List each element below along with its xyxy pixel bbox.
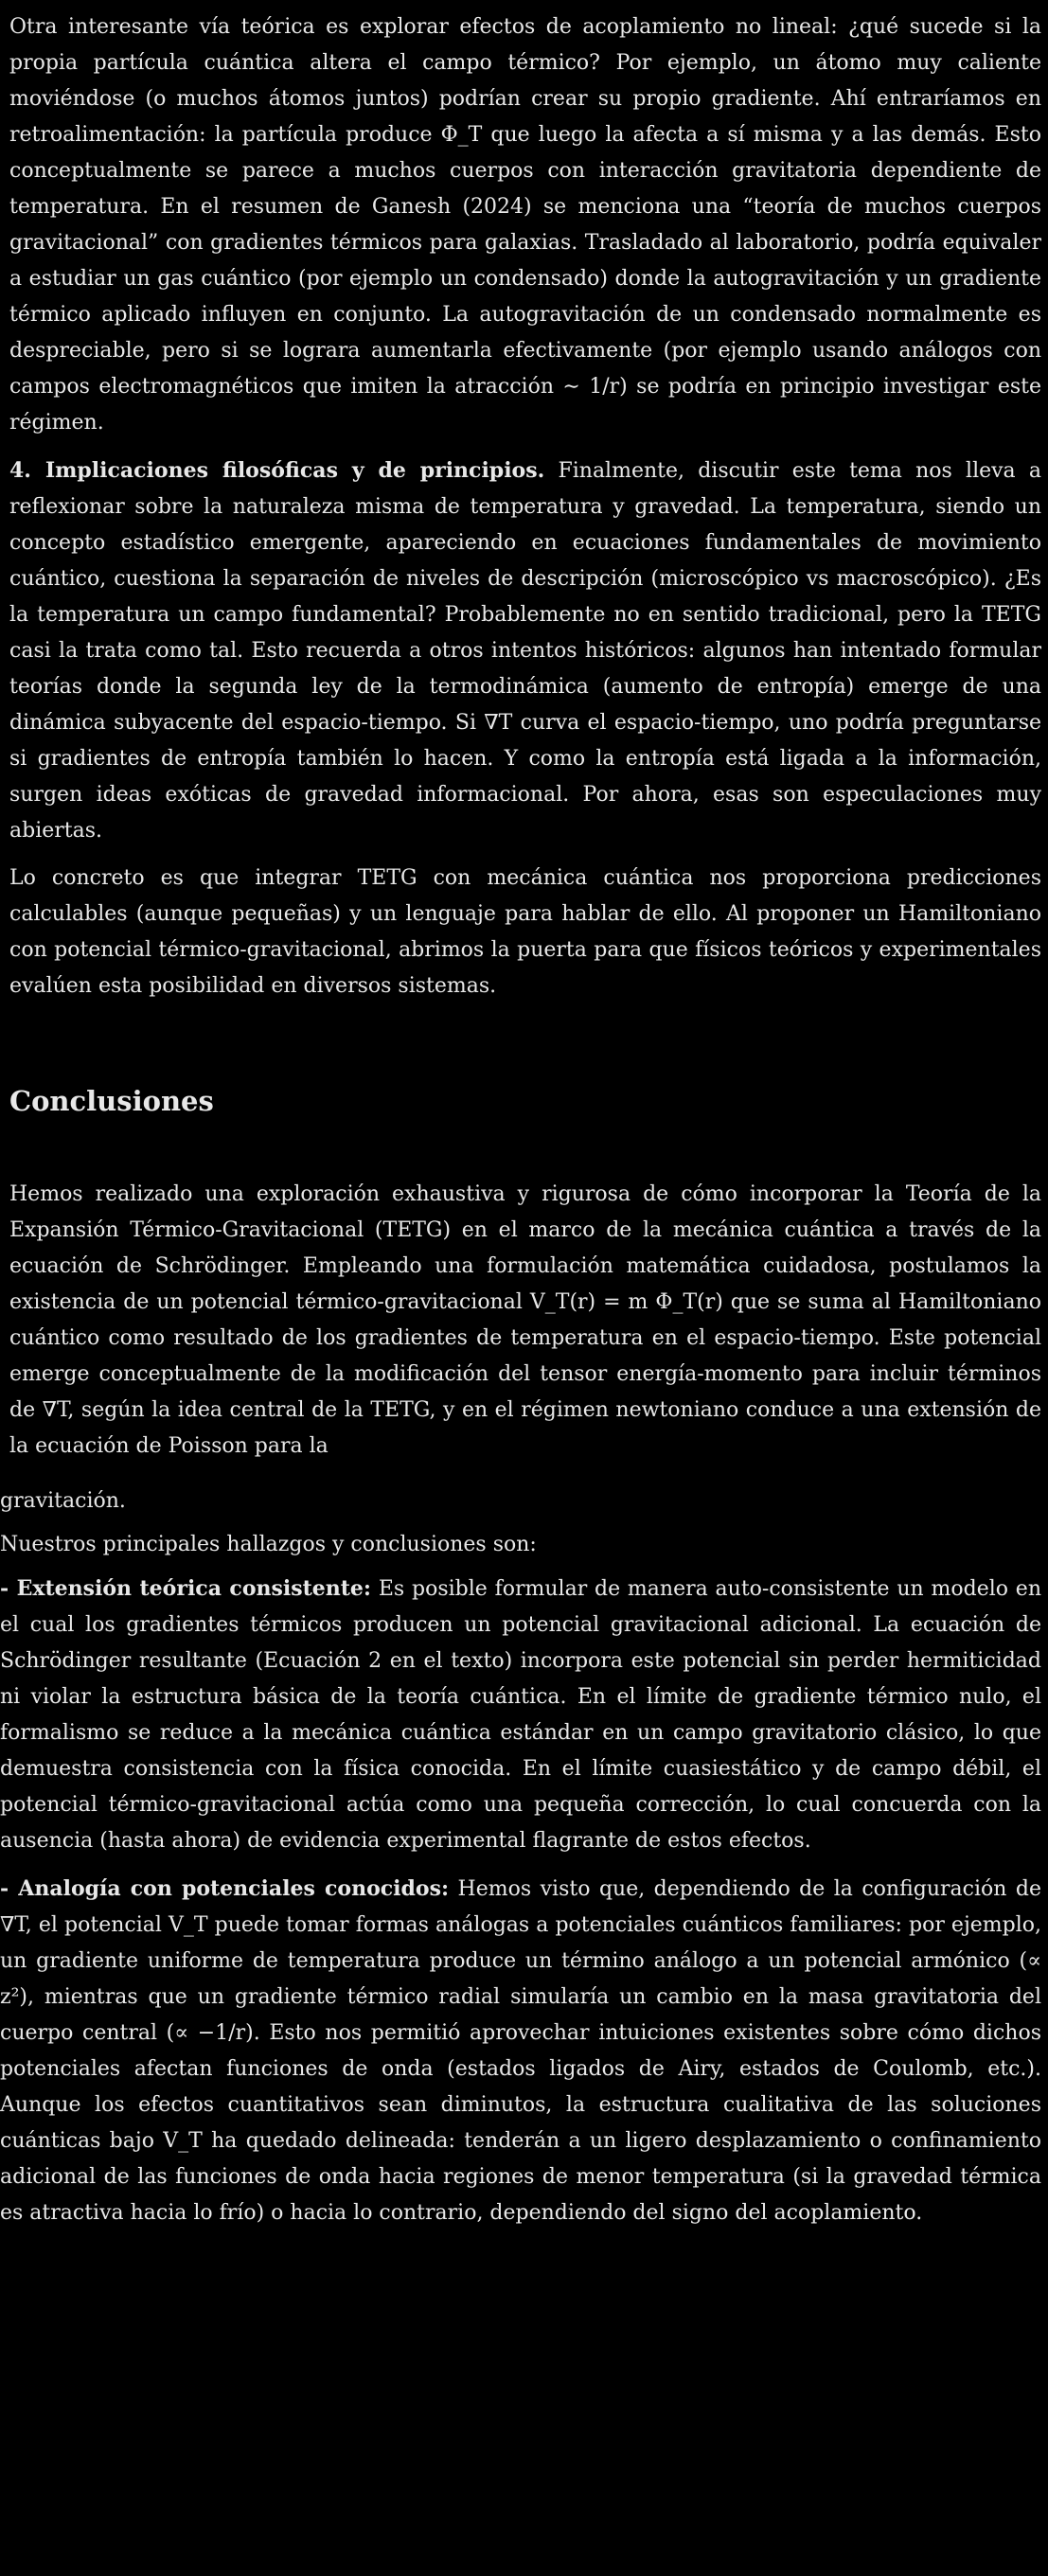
list-item-body: Hemos visto que, dependiendo de la configuración de ∇T, el potencial V_T puede tomar formas análogas a potenciales cuánticos familiares: por ejemplo, un gradiente uniforme de temperatura produce un término análogo a un potencial armónico (∝ z²), mientras que un gradiente térmico radial simularía un cambio en la masa gravitatoria del cuerpo central (∝ −1/r). Esto nos permitió aprovechar intuiciones existentes sobre cómo dichos potenciales afectan funciones de onda (estados ligados de Airy, estados de Coulomb, etc.). Aunque los efectos cuantitativos sean diminutos, la estructura cualitativa de las soluciones cuánticas bajo V_T ha quedado delineada: tenderán a un ligero desplazamiento o confinamiento adicional de las funciones de onda hacia regiones de menor temperatura (si la gravedad térmica es atractiva hacia lo frío) o hacia lo contrario, dependiendo del signo del acoplamiento. — [0, 1877, 1041, 2225]
paragraph-findings-intro: Nuestros principales hallazgos y conclusiones son: — [0, 1533, 537, 1556]
paragraph-conclusions-intro: Hemos realizado una exploración exhaustiva y rigurosa de cómo incorporar la Teoría de la Expansión Térmico-Gravitacional (TETG) en el marco de la mecánica cuántica a través de la ecuación de Schrödinger. Empleando una formulación matemática cuidadosa, postulamos la existencia de un potencial térmico-gravitacional V_T(r) = m Φ_T(r) que se suma al Hamiltoniano cuántico como resultado de los gradientes de temperatura en el espacio-tiempo. Este potencial emerge conceptualmente de la modificación del tensor energía-momento para incluir términos de ∇T, según la idea central de la TETG, y en el régimen newtoniano conduce a una extensión de la ecuación de Poisson para la — [9, 1182, 1041, 1458]
list-item-heading: - Analogía con potenciales conocidos: — [0, 1876, 450, 1901]
paragraph-philosophical-implications — [9, 453, 1041, 849]
document-page — [0, 9, 1041, 2231]
list-item-body: Es posible formular de manera auto-consistente un modelo en el cual los gradientes térmicos producen un potencial gravitacional adicional. La ecuación de Schrödinger resultante (Ecuación 2 en el texto) incorpora este potencial sin perder hermiticidad ni violar la estructura básica de la teoría cuántica. En el límite de gradiente térmico nulo, el formalismo se reduce a la mecánica cuántica estándar en un campo gravitatorio clásico, lo que demuestra consistencia con la física conocida. En el límite cuasiestático y de campo débil, el potencial térmico-gravitacional actúa como una pequeña corrección, lo cual concuerda con la ausencia (hasta ahora) de evidencia experimental flagrante de estos efectos. — [0, 1577, 1041, 1853]
paragraph-body: Finalmente, discutir este tema nos lleva a reflexionar sobre la naturaleza misma de temperatura y gravedad. La temperatura, siendo un concepto estadístico emergente, apareciendo en ecuaciones fundamentales de movimiento cuántico, cuestiona la separación de niveles de descripción (microscópico vs macroscópico). ¿Es la temperatura un campo fundamental? Probablemente no en sentido tradicional, pero la TETG casi la trata como tal. Esto recuerda a otros intentos históricos: algunos han intentado formular teorías donde la segunda ley de la termodinámica (aumento de entropía) emerge de una dinámica subyacente del espacio-tiempo. Si ∇T curva el espacio-tiempo, uno podría preguntarse si gradientes de entropía también lo hacen. Y como la entropía está ligada a la información, surgen ideas exóticas de gravedad informacional. Por ahora, esas son especulaciones muy abiertas. — [9, 459, 1041, 843]
list-item-heading: - Extensión teórica consistente: — [0, 1576, 372, 1601]
paragraph-concrete-summary: Lo concreto es que integrar TETG con mecánica cuántica nos proporciona predicciones calculables (aunque pequeñas) y un lenguaje para hablar de ello. Al proponer un Hamiltoniano con potencial térmico-gravitacional, abrimos la puerta para que físicos teóricos y experimentales evalúen esta posibilidad en diversos sistemas. — [9, 866, 1041, 998]
section-title-conclusiones: Conclusiones — [9, 1085, 214, 1117]
list-item-consistent-extension — [0, 1571, 1041, 1859]
paragraph-heading: 4. Implicaciones filosóficas y de principios. — [9, 458, 545, 483]
paragraph-nonlinear-coupling: Otra interesante vía teórica es explorar efectos de acoplamiento no lineal: ¿qué sucede si la propia partícula cuántica altera el campo térmico? Por ejemplo, un átomo muy caliente moviéndose (o muchos átomos juntos) podrían crear su propio gradiente. Ahí entraríamos en retroalimentación: la partícula produce Φ_T que luego la afecta a sí misma y a las demás. Esto conceptualmente se parece a muchos cuerpos con interacción gravitatoria dependiente de temperatura. En el resumen de Ganesh (2024) se menciona una “teoría de muchos cuerpos gravitacional” con gradientes térmicos para galaxias. Trasladado al laboratorio, podría equivaler a estudiar un gas cuántico (por ejemplo un condensado) donde la autogravitación y un gradiente térmico aplicado influyen en conjunto. La autogravitación de un condensado normalmente es despreciable, pero si se lograra aumentarla efectivamente (por ejemplo usando análogos con campos electromagnéticos que imiten la atracción ∼ 1/r) se podría en principio investigar este régimen. — [9, 15, 1041, 435]
paragraph-conclusions-tail: gravitación. — [0, 1489, 126, 1513]
list-item-known-potentials — [0, 1871, 1041, 2231]
